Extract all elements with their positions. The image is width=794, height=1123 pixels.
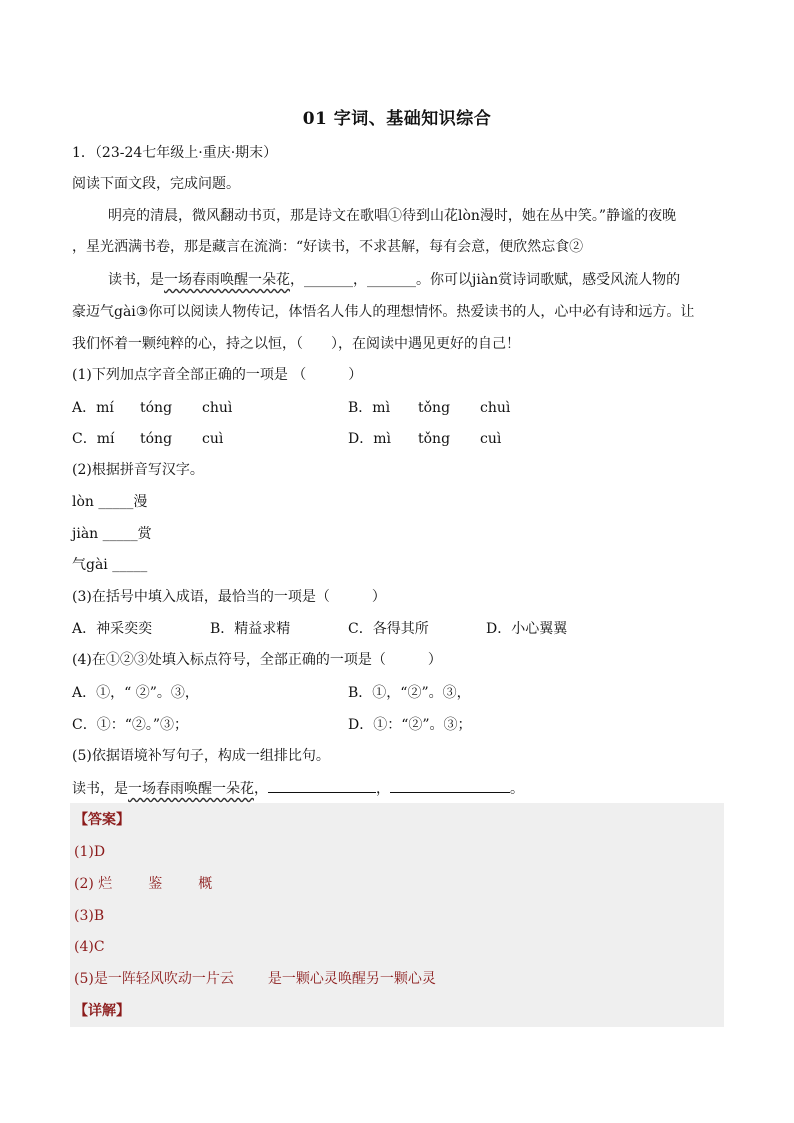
option-4b: B．①，“②”。③， — [348, 685, 471, 701]
option-1d-pinyin: cuì — [480, 431, 502, 447]
option-4d: D．①：“②”。③； — [348, 717, 472, 733]
passage-line — [108, 270, 680, 290]
passage-text: 读书，是 — [108, 272, 164, 288]
question-number: 1．（23-24七年级上·重庆·期末） — [72, 145, 278, 161]
answer-4: (4)C — [74, 939, 105, 955]
option-1a: A．mí — [72, 400, 114, 416]
detail-heading: 【详解】 — [74, 1003, 130, 1019]
answer-blank — [390, 778, 510, 793]
option-3d: D．小心翼翼 — [486, 621, 568, 637]
option-3b: B．精益求精 — [210, 621, 291, 637]
option-1b-pinyin: tǒng — [418, 400, 451, 416]
answer-5: (5)是一阵轻风吹动一片云 是一颗心灵唤醒另一颗心灵 — [74, 971, 436, 987]
answer-blank — [268, 778, 376, 793]
answer-1: (1)D — [74, 844, 106, 860]
wavy-underlined-phrase: 一场春雨唤醒一朵花 — [128, 781, 254, 797]
option-1a-pinyin: tóng — [140, 400, 173, 416]
passage-line: 明亮的清晨，微风翻动书页，那是诗文在歌唱①待到山花lòn漫时，她在丛中笑。”静谧的夜晚 — [108, 208, 677, 224]
option-1a-pinyin: chuì — [202, 400, 233, 416]
sub-question-1: (1)下列加点字音全部正确的一项是 （ ） — [72, 367, 363, 383]
sub-question-5-line: 读书，是一场春雨唤醒一朵花， ， 。 — [72, 778, 524, 799]
passage-line: 豪迈气gài③你可以阅读人物传记，体悟名人伟人的理想情怀。热爱读书的人，心中必有诗和远方。让 — [72, 304, 695, 320]
option-4a: A．①，“ ②”。③， — [72, 685, 199, 701]
option-1c: C．mí — [72, 431, 115, 447]
passage-line: ，星光洒满书卷，那是藏言在流淌：“好读书，不求甚解，每有会意，便欣然忘食② — [72, 239, 584, 255]
page-title: 01 字词、基础知识综合 — [302, 109, 492, 129]
option-1c-pinyin: cuì — [202, 431, 224, 447]
answer-heading: 【答案】 — [74, 812, 130, 828]
answer-3: (3)B — [74, 908, 105, 924]
pinyin-blank: lòn _____漫 — [72, 494, 148, 510]
pinyin-blank: jiàn _____赏 — [72, 526, 152, 542]
answer-section — [70, 803, 724, 1027]
option-3c: C．各得其所 — [348, 621, 429, 637]
passage-text: ，_______，_______。你可以jiàn赏诗词歌赋，感受风流人物的 — [290, 272, 681, 288]
option-1d-pinyin: tǒng — [418, 431, 451, 447]
option-3a: A．神采奕奕 — [72, 621, 153, 637]
answer-2: (2) 烂 鉴 概 — [74, 876, 213, 892]
pinyin-blank: 气gài _____ — [72, 557, 148, 573]
option-1b: B．mì — [348, 400, 391, 416]
question-instruction: 阅读下面文段，完成问题。 — [72, 176, 240, 192]
sub-question-5: (5)依据语境补写句子，构成一组排比句。 — [72, 748, 330, 764]
sub-question-3: (3)在括号中填入成语，最恰当的一项是（ ） — [72, 589, 386, 605]
option-4c: C．①：“②。”③； — [72, 717, 189, 733]
option-1b-pinyin: chuì — [480, 400, 511, 416]
option-1c-pinyin: tóng — [140, 431, 173, 447]
sub-question-4: (4)在①②③处填入标点符号，全部正确的一项是（ ） — [72, 652, 442, 668]
passage-line: 我们怀着一颗纯粹的心，持之以恒，（ ），在阅读中遇见更好的自己！ — [72, 336, 520, 352]
option-1d: D．mì — [348, 431, 391, 447]
wavy-underlined-phrase: 一场春雨唤醒一朵花 — [164, 272, 290, 288]
sub-question-2: (2)根据拼音写汉字。 — [72, 462, 204, 478]
